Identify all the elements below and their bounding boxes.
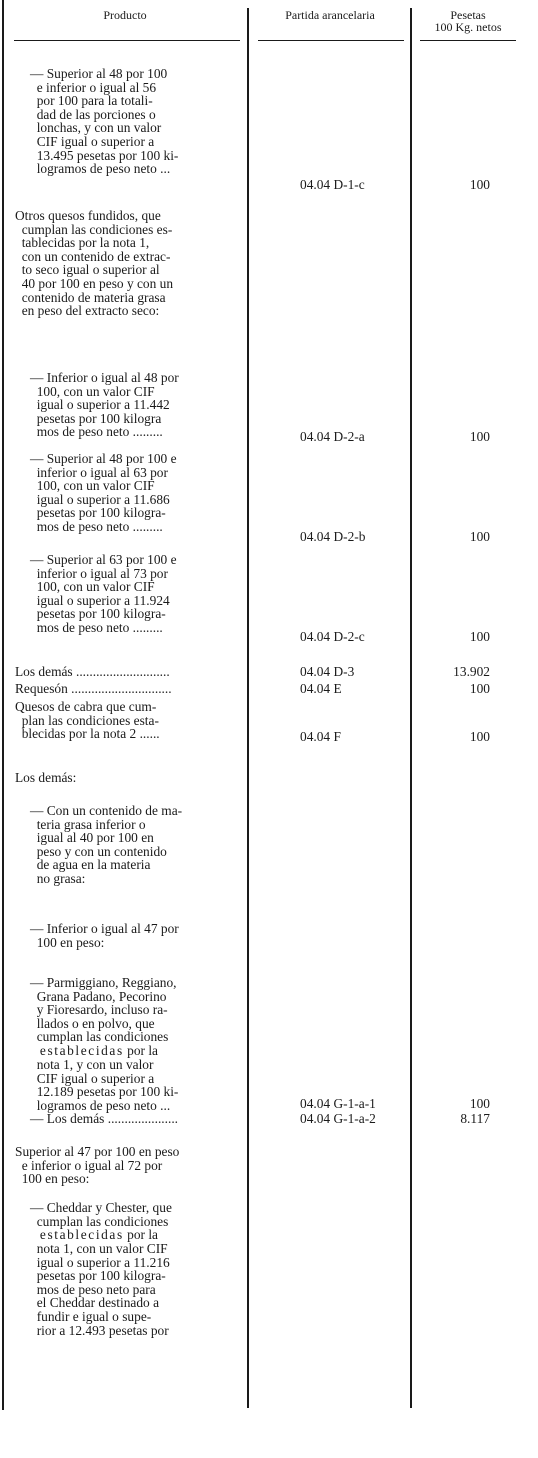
code-d3: 04.04 D-3	[300, 664, 355, 679]
entry-cheddar-part3: nota 1, con un valor CIF igual o superior a 11.216 pesetas por 100 kilogra- mos de peso neto para el Cheddar destinado a fundir e igual o supe- rior a 12.493 pesetas por	[36, 1241, 170, 1338]
price-f: 100	[469, 729, 490, 744]
entry-los-demas-d3: Los demás ............................	[15, 664, 170, 679]
code-e: 04.04 E	[300, 681, 342, 696]
entry-d2c-text: — Superior al 63 por 100 e inferior o igual al 73 por 100, con un valor CIF igual o superior a 11.924 pesetas por 100 kilogra- mos de peso neto .........	[30, 552, 177, 635]
entry-los-demas-heading: Los demás:	[15, 770, 77, 785]
spaced-word: establecidas	[30, 1227, 124, 1242]
price-e: 100	[469, 681, 490, 696]
entry-d1c-text: — Superior al 48 por 100 e inferior o igual al 56 por 100 para la totali- dad de las porciones o lonchas, y con un valor CIF igual o superior a 13.495 pesetas por 100 ki- logramos de peso neto ...	[30, 66, 179, 177]
code-d1c: 04.04 D-1-c	[300, 177, 365, 192]
header-rule-pesetas	[420, 40, 516, 41]
header-rule-partida	[258, 40, 404, 41]
header-100kg-netos: 100 Kg. netos	[434, 20, 502, 34]
code-d2b: 04.04 D-2-b	[300, 529, 366, 544]
code-f: 04.04 F	[300, 729, 341, 744]
code-d2a: 04.04 D-2-a	[300, 429, 365, 444]
column-rule-2	[410, 8, 412, 1408]
left-border-rule	[2, 0, 4, 1410]
column-rule-1	[247, 8, 249, 1408]
entry-superior-47: Superior al 47 por 100 en peso e inferior o igual al 72 por 100 en peso:	[15, 1144, 180, 1187]
entry-inferior-47: — Inferior o igual al 47 por 100 en peso:	[30, 921, 179, 950]
entry-parmiggiano-part2	[30, 1044, 158, 1058]
entry-parmiggiano-part3: nota 1, y con un valor CIF igual o superior a 12.189 pesetas por 100 ki- logramos de peso neto ...	[36, 1057, 179, 1113]
header-producto: Producto	[103, 8, 147, 22]
price-d2a: 100	[469, 429, 490, 444]
entry-cheddar-part2	[30, 1228, 158, 1242]
header-partida-arancelaria: Partida arancelaria	[285, 8, 375, 22]
code-g1a2: 04.04 G-1-a-2	[300, 1111, 376, 1126]
price-g1a1: 100	[469, 1096, 490, 1111]
spaced-word: establecidas	[30, 1043, 124, 1058]
price-d2b: 100	[469, 529, 490, 544]
price-d3: 13.902	[453, 664, 490, 679]
entry-d2b-text: — Superior al 48 por 100 e inferior o igual al 63 por 100, con un valor CIF igual o superior a 11.686 pesetas por 100 kilogra- mos de peso neto .........	[30, 451, 177, 534]
entry-materia-grasa: — Con un contenido de ma- teria grasa inferior o igual al 40 por 100 en peso y con un contenido de agua en la materia no grasa:	[30, 803, 183, 886]
entry-d2a-text: — Inferior o igual al 48 por 100, con un valor CIF igual o superior a 11.442 pesetas por 100 kilogra mos de peso neto .........	[30, 370, 179, 440]
code-d2c: 04.04 D-2-c	[300, 629, 365, 644]
price-g1a2: 8.117	[460, 1111, 490, 1126]
entry-quesos-cabra: Quesos de cabra que cum- plan las condiciones esta- blecidas por la nota 2 ......	[15, 699, 160, 742]
code-g1a1: 04.04 G-1-a-1	[300, 1096, 376, 1111]
entry-requeson: Requesón ..............................	[15, 681, 172, 696]
header-pesetas: Pesetas	[450, 8, 486, 22]
text-fragment: por la	[123, 1227, 159, 1242]
header-rule-producto	[14, 40, 240, 41]
price-d1c: 100	[469, 177, 490, 192]
entry-los-demas-g1a2: — Los demás .....................	[30, 1111, 179, 1126]
price-d2c: 100	[469, 629, 490, 644]
entry-otros-quesos-fundidos: Otros quesos fundidos, que cumplan las condiciones es- tablecidas por la nota 1, con un contenido de extrac- to seco igual o superior al 40 por 100 en peso y con un contenido de materia grasa en peso del extracto seco:	[15, 208, 174, 319]
entry-parmiggiano-part1: — Parmiggiano, Reggiano, Grana Padano, Pecorino y Fioresardo, incluso ra- llados o en polvo, que cumplan las condiciones	[30, 975, 177, 1045]
text-fragment: por la	[123, 1043, 159, 1058]
entry-cheddar-part1: — Cheddar y Chester, que cumplan las condiciones	[30, 1200, 172, 1229]
